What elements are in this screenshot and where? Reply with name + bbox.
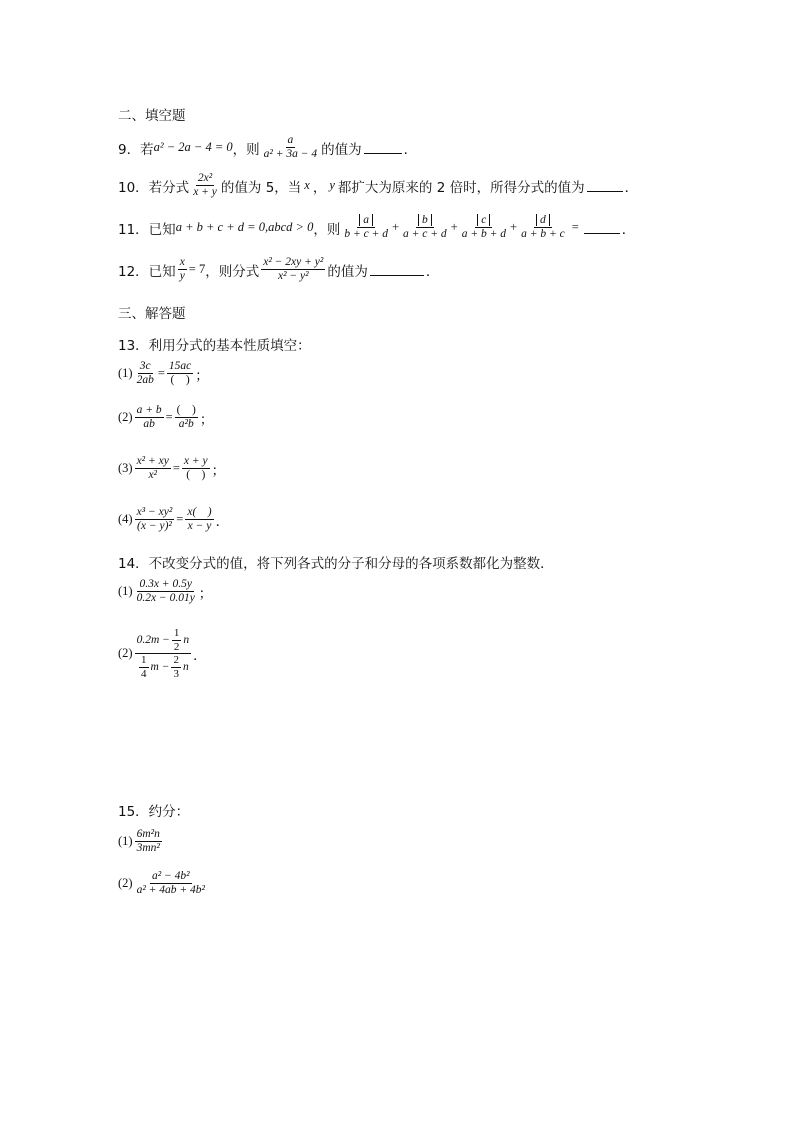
q14-part-1: (1) $\frac{0.3x + 0.5y}{0.2x - 0.01y}$ ； xyxy=(118,578,213,605)
question-13: 13．利用分式的基本性质填空： xyxy=(118,338,311,354)
q10-fraction: $\frac{\text{2x²}}{x + y}$ xyxy=(193,172,217,199)
q13-part-4: (4) $\frac{\text{x³ − xy²}}{\text{(x − y)²}}$ = $\frac{x( )}{x - y}$ ． xyxy=(118,506,230,533)
q11-fraction-b: $\frac{b}{a + c + d}$ xyxy=(403,214,447,241)
q15-p1-fraction: $\frac{\text{6m²n}}{\text{3mn²}}$ xyxy=(136,828,160,855)
q14-p2-num-frac: $\frac{1}{2}$ xyxy=(173,627,180,653)
q9-fraction: $\frac{a}{\text{a² + 3a − 4}}$ xyxy=(263,134,318,161)
q12-ratio: $\frac{x}{y}$ xyxy=(179,256,185,283)
section-heading-fill-in: 二、填空题 xyxy=(118,108,186,124)
q15-part-2: (2) $\frac{\text{a² − 4b²}}{\text{a² + 4ab + 4b²}}$ xyxy=(118,870,205,897)
q13-p4-left: $\frac{\text{x³ − xy²}}{\text{(x − y)²}}$ xyxy=(136,506,173,533)
q13-p1-left: $\frac{3c}{2ab}$ xyxy=(136,360,154,387)
q15-p2-fraction: $\frac{\text{a² − 4b²}}{\text{a² + 4ab + 4b²}}$ xyxy=(136,870,205,897)
q14-p2-fraction: 0.2m − $\frac{1}{2}$ n $\frac{1}{4}$ m − $\frac{2}{3}$ n xyxy=(136,627,190,680)
section-heading-solve: 三、解答题 xyxy=(118,306,186,322)
question-9: 9．若 a² − 2a − 4 = 0 ，则 $\frac{a}{\text{a² + 3a − 4}}$ 的值为 ． xyxy=(118,134,418,161)
q11-fraction-c: $\frac{c}{a + b + d}$ xyxy=(461,214,506,241)
q13-p4-blank[interactable]: x( ) xyxy=(185,506,213,520)
question-10: 10．若分式 $\frac{\text{2x²}}{x + y}$ 的值为 5，当 x ， y 都扩大为原来的 2 倍时，所得分式的值为 ． xyxy=(118,172,639,199)
q13-p4-right: $\frac{x( )}{x - y}$ xyxy=(187,506,212,533)
q12-answer-blank[interactable] xyxy=(370,263,424,276)
q14-p2-den-frac-2: $\frac{2}{3}$ xyxy=(173,654,179,680)
q11-condition: a + b + c + d = 0,abcd > 0 xyxy=(175,220,314,235)
q13-p3-right: $\frac{x + y}{( )}$ xyxy=(183,455,208,482)
q14-part-2: (2) 0.2m − $\frac{1}{2}$ n $\frac{1}{4}$ m − $\frac{2}{3}$ n ． xyxy=(118,627,207,680)
q15-part-1: (1) $\frac{\text{6m²n}}{\text{3mn²}}$ xyxy=(118,828,160,855)
q13-part-1: (1) $\frac{3c}{2ab}$ = $\frac{15ac}{( )}$ ； xyxy=(118,360,209,387)
q13-part-2: (2) $\frac{a + b}{ab}$ = $\frac{( )}{\text{a²b}}$ ； xyxy=(118,404,214,431)
q13-p3-blank[interactable]: ( ) xyxy=(186,469,206,482)
q13-part-3: (3) $\frac{\text{x² + xy}}{\text{x²}}$ = $\frac{x + y}{( )}$ ； xyxy=(118,455,226,482)
q9-answer-blank[interactable] xyxy=(364,141,402,154)
q10-answer-blank[interactable] xyxy=(587,179,623,192)
q12-fraction: $\frac{\text{x² − 2xy + y²}}{\text{x² − y²}}$ xyxy=(263,256,324,283)
q13-p3-left: $\frac{\text{x² + xy}}{\text{x²}}$ xyxy=(136,455,169,482)
question-14: 14．不改变分式的值，将下列各式的分子和分母的各项系数都化为整数． xyxy=(118,556,554,572)
q13-p2-left: $\frac{a + b}{ab}$ xyxy=(136,404,162,431)
question-11: 11．已知 a + b + c + d = 0,abcd > 0 ，则 $\frac{a}{b + c + d}$ + $\frac{b}{a + c + d}$ + $\frac{c}{a + b + d}$ + $\frac{d}{a + b + c}$ = ． xyxy=(118,214,636,241)
q13-p2-blank[interactable]: ( ) xyxy=(175,404,198,418)
q11-answer-blank[interactable] xyxy=(584,221,620,234)
q14-p2-den-frac-1: $\frac{1}{4}$ xyxy=(141,654,147,680)
q13-p2-right: $\frac{( )}{\text{a²b}}$ xyxy=(176,404,196,431)
q11-fraction-d: $\frac{d}{a + b + c}$ xyxy=(521,214,565,241)
question-15: 15．约分： xyxy=(118,804,190,820)
q9-equation: a² − 2a − 4 = 0 xyxy=(153,140,233,155)
q13-p1-blank[interactable]: ( ) xyxy=(170,374,190,387)
q11-fraction-a: $\frac{a}{b + c + d}$ xyxy=(344,214,388,241)
q14-p1-fraction: $\frac{0.3x + 0.5y}{0.2x - 0.01y}$ xyxy=(136,578,195,605)
q13-p1-right: $\frac{15ac}{( )}$ xyxy=(168,360,192,387)
question-12: 12．已知 $\frac{x}{y}$ = 7 ，则分式 $\frac{\text{x² − 2xy + y²}}{\text{x² − y²}}$ 的值为 ． xyxy=(118,256,440,283)
